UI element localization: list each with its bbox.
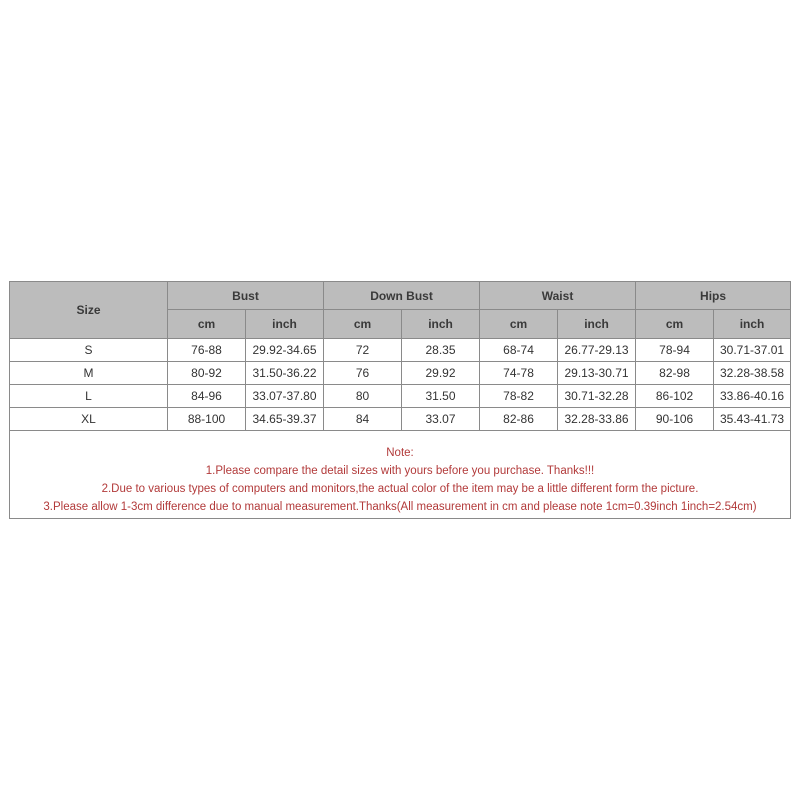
- size-chart: [9, 281, 791, 519]
- hips-header: Hips: [636, 282, 791, 310]
- table-cell: 34.65-39.37: [246, 408, 324, 431]
- size-cell: S: [10, 339, 168, 362]
- note-title: Note:: [386, 447, 414, 459]
- table-row: [10, 362, 791, 385]
- table-cell: 78-94: [636, 339, 714, 362]
- unit-header: inch: [714, 310, 791, 339]
- note-line: 1.Please compare the detail sizes with yours before you purchase. Thanks!!!: [205, 465, 595, 477]
- unit-header: cm: [324, 310, 402, 339]
- note-line: 2.Due to various types of computers and monitors,the actual color of the item may be a little different form the picture.: [101, 483, 699, 495]
- table-row: [10, 339, 791, 362]
- table-cell: 35.43-41.73: [714, 408, 791, 431]
- table-cell: 80-92: [168, 362, 246, 385]
- bust-header: Bust: [168, 282, 324, 310]
- size-cell: M: [10, 362, 168, 385]
- table-cell: 84-96: [168, 385, 246, 408]
- unit-header: cm: [168, 310, 246, 339]
- unit-header: inch: [402, 310, 480, 339]
- table-cell: 29.92: [402, 362, 480, 385]
- table-cell: 76-88: [168, 339, 246, 362]
- size-cell: XL: [10, 408, 168, 431]
- table-cell: 68-74: [480, 339, 558, 362]
- table-cell: 90-106: [636, 408, 714, 431]
- unit-header: cm: [480, 310, 558, 339]
- unit-header: cm: [636, 310, 714, 339]
- table-cell: 78-82: [480, 385, 558, 408]
- size-header: Size: [10, 282, 168, 339]
- size-cell: L: [10, 385, 168, 408]
- table-cell: 72: [324, 339, 402, 362]
- table-cell: 32.28-38.58: [714, 362, 791, 385]
- table-cell: 29.92-34.65: [246, 339, 324, 362]
- table-cell: 30.71-32.28: [558, 385, 636, 408]
- table-cell: 29.13-30.71: [558, 362, 636, 385]
- waist-header: Waist: [480, 282, 636, 310]
- table-cell: 26.77-29.13: [558, 339, 636, 362]
- table-cell: 76: [324, 362, 402, 385]
- table-row: [10, 408, 791, 431]
- table-cell: 30.71-37.01: [714, 339, 791, 362]
- header-group-row: [10, 282, 791, 310]
- table-cell: 28.35: [402, 339, 480, 362]
- table-cell: 82-98: [636, 362, 714, 385]
- table-cell: 84: [324, 408, 402, 431]
- notes-section: [10, 444, 790, 516]
- unit-header: inch: [558, 310, 636, 339]
- table-cell: 33.07-37.80: [246, 385, 324, 408]
- table-cell: 80: [324, 385, 402, 408]
- table-row: [10, 385, 791, 408]
- note-line: 3.Please allow 1-3cm difference due to manual measurement.Thanks(All measurement in cm and please note 1cm=0.39inch 1inch=2.54cm): [43, 501, 757, 513]
- table-cell: 32.28-33.86: [558, 408, 636, 431]
- table-cell: 31.50-36.22: [246, 362, 324, 385]
- table-cell: 86-102: [636, 385, 714, 408]
- table-cell: 74-78: [480, 362, 558, 385]
- table-cell: 31.50: [402, 385, 480, 408]
- table-cell: 82-86: [480, 408, 558, 431]
- unit-header: inch: [246, 310, 324, 339]
- table-cell: 88-100: [168, 408, 246, 431]
- size-table: [9, 281, 791, 431]
- table-cell: 33.86-40.16: [714, 385, 791, 408]
- down-bust-header: Down Bust: [324, 282, 480, 310]
- table-cell: 33.07: [402, 408, 480, 431]
